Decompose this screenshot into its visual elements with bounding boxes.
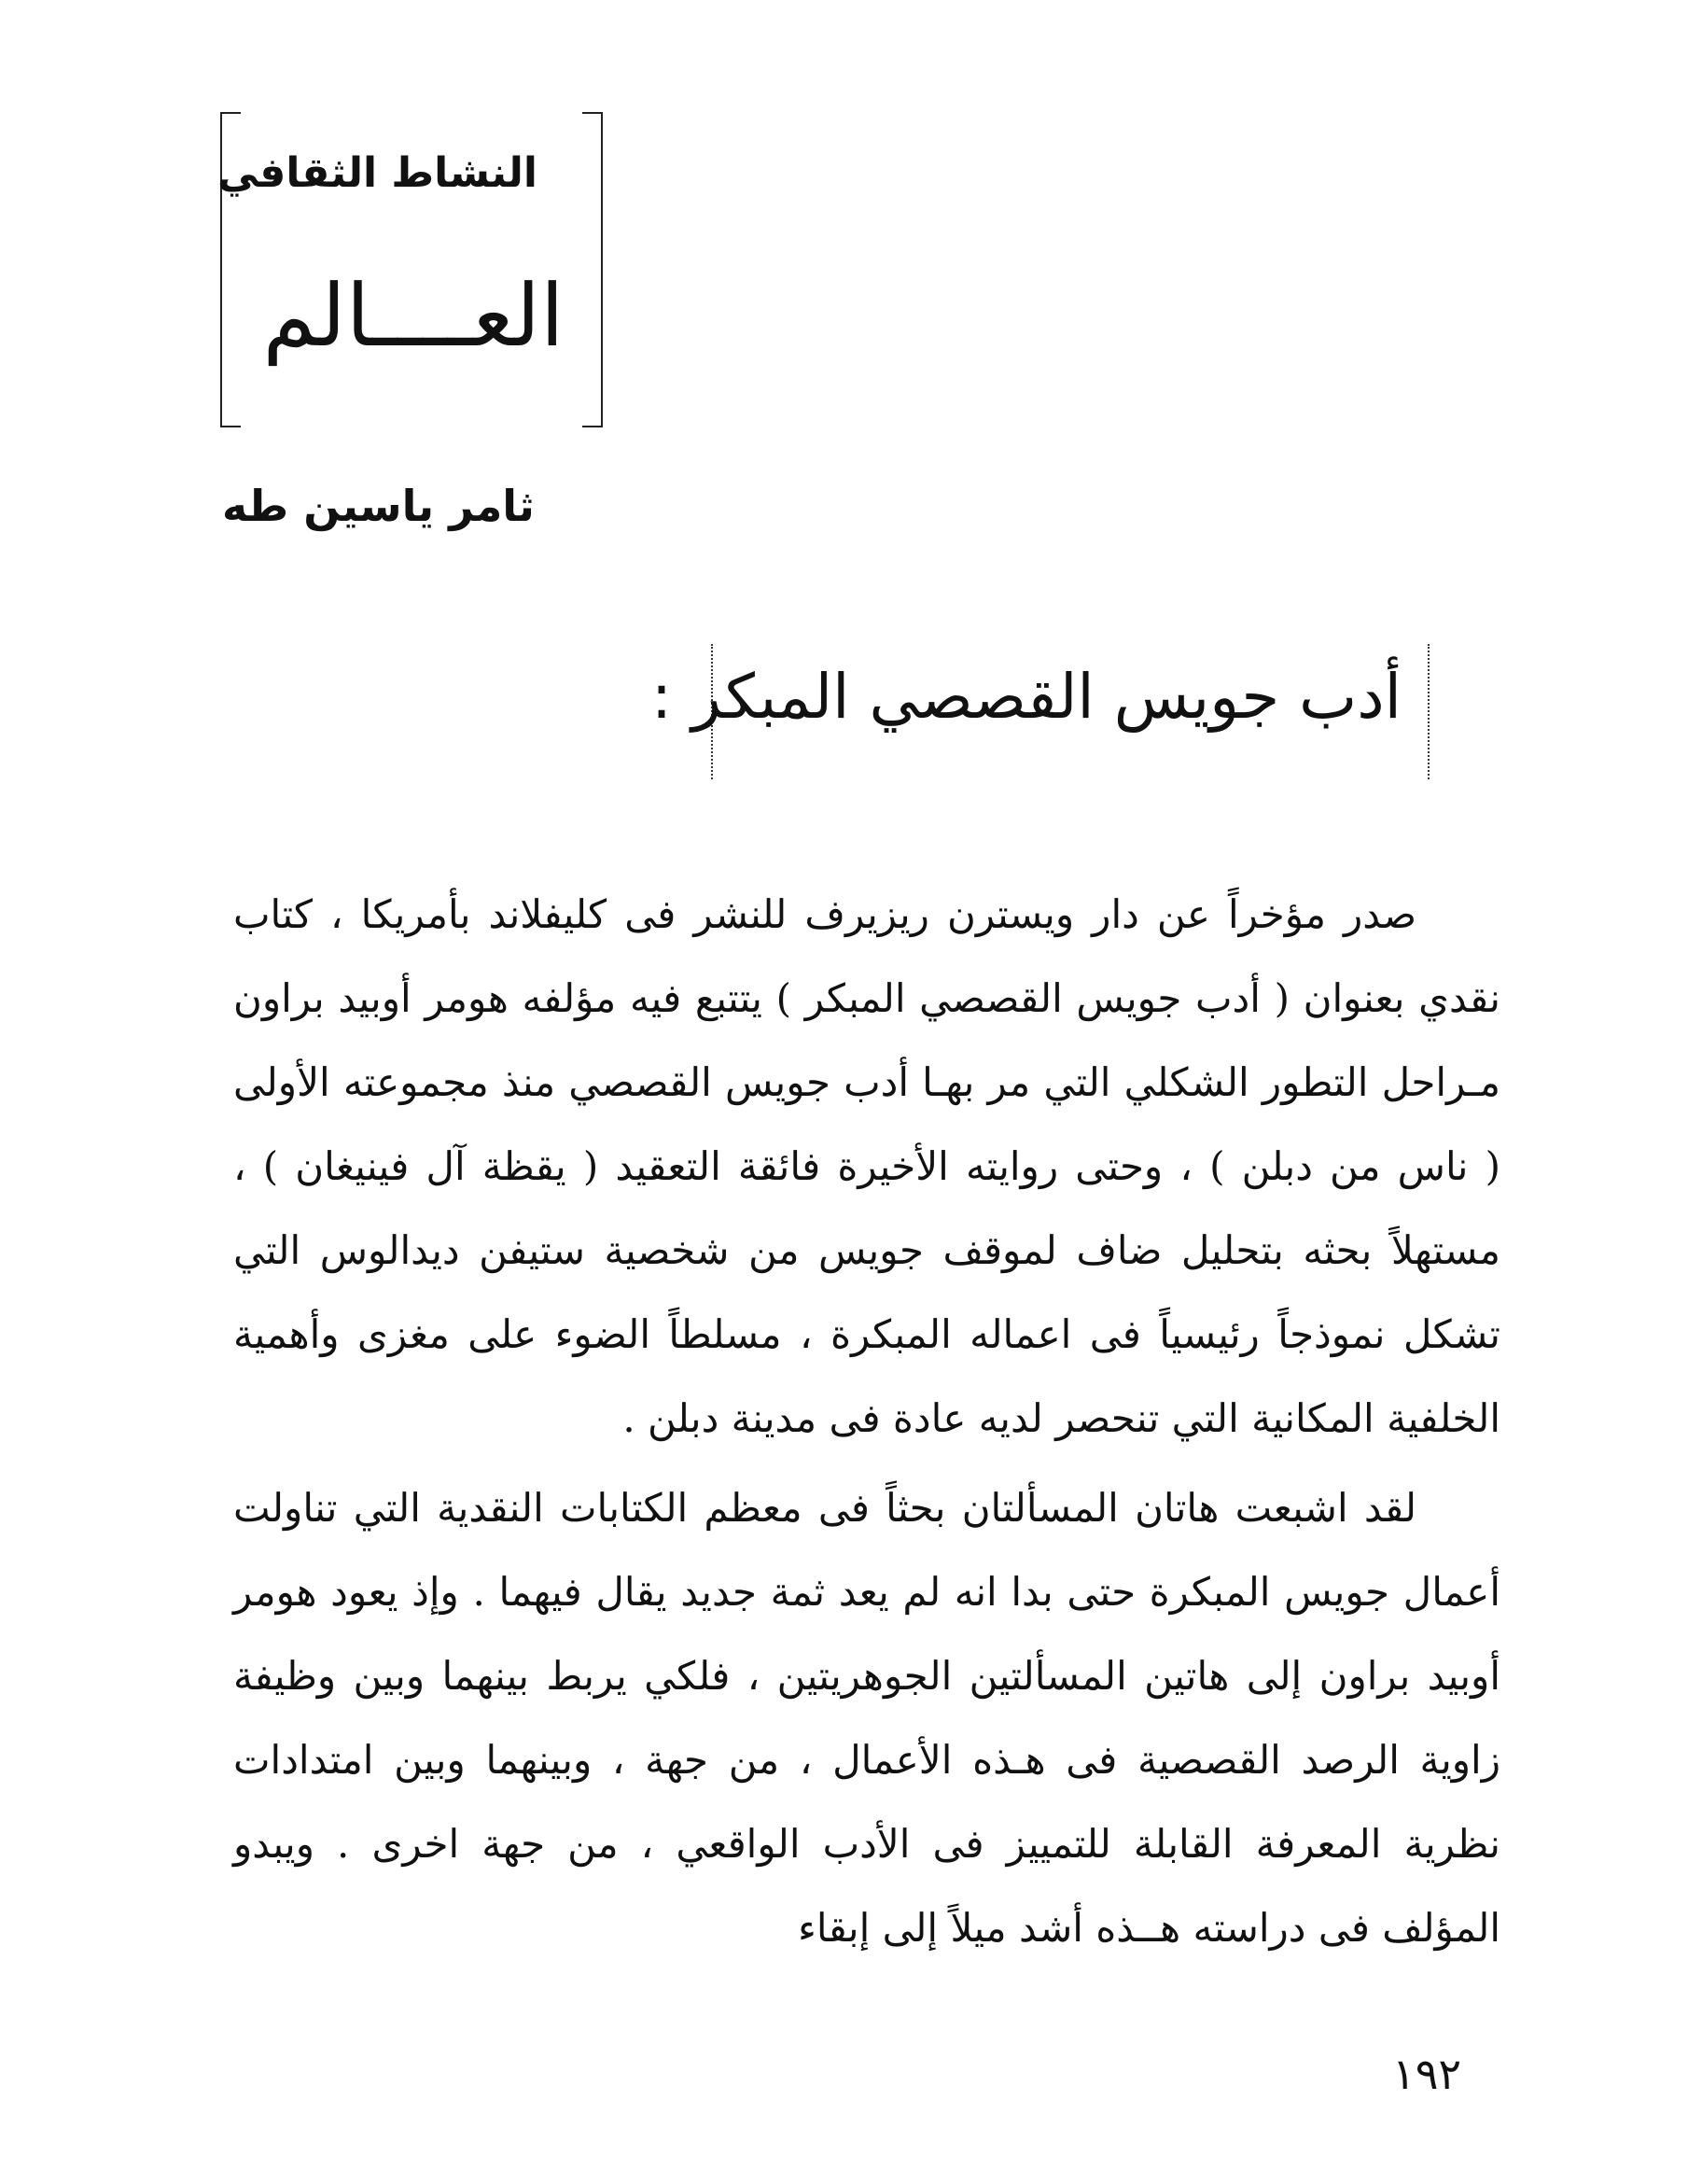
box-corner-tick bbox=[220, 112, 241, 114]
author-name: ثامر ياسين طه bbox=[222, 481, 535, 531]
section-title: العــــالم bbox=[262, 266, 565, 366]
section-header-box bbox=[217, 112, 603, 427]
paragraph: لقد اشبعت هاتان المسألتان بحثاً فى معظم الكتابات النقدية التي تناولت أعمال جويس المبكرة حتى بدا انه لم يعد ثمة جديد يقال فيهما . وإذ يعود هومر أوبيد براون إلى هاتين المسألتين الجوهريتين ، فلكي يربط بينهما وبين وظيفة زاوية الرصد القصصية فى هـذه الأعمال ، من جهة ، وبينهما وبين امتدادات نظرية المعرفة القابلة للتمييز فى الأدب الواقعي ، من جهة اخرى . ويبدو المؤلف فى دراسته هــذه أشد ميلاً إلى إبقاء bbox=[233, 1485, 1500, 1951]
title-right-rule bbox=[1428, 644, 1430, 779]
box-corner-tick bbox=[582, 426, 603, 427]
article-title-box bbox=[650, 644, 1430, 779]
article-body bbox=[233, 873, 1500, 1970]
paragraph: صدر مؤخراً عن دار ويسترن ريزيرف للنشر فى كليفلاند بأمريكا ، كتاب نقدي بعنوان ( أدب جويس القصصي المبكر ) يتتبع فيه مؤلفه هومر أوبيد براون مـراحل التطور الشكلي التي مر بهـا أدب جويس القصصي منذ مجموعته الأولى ( ناس من دبلن ) ، وحتى روايته الأخيرة فائقة التعقيد ( يقظة آل فينيغان ) ، مستهلاً بحثه بتحليل ضاف لموقف جويس من شخصية ستيفن ديدالوس التي تشكل نموذجاً رئيسياً فى اعماله المبكرة ، مسلطاً الضوء على مغزى وأهمية الخلفية المكانية التي تنحصر لديه عادة فى مدينة دبلن . bbox=[233, 891, 1500, 1441]
section-kicker: النشاط الثقافي bbox=[217, 149, 537, 197]
box-corner-tick bbox=[220, 426, 241, 427]
box-right-rule bbox=[601, 112, 603, 427]
page-number: ١٩٢ bbox=[1392, 2049, 1462, 2099]
box-corner-tick bbox=[582, 112, 603, 114]
article-title: أدب جويس القصصي المبكر : bbox=[650, 661, 1402, 733]
